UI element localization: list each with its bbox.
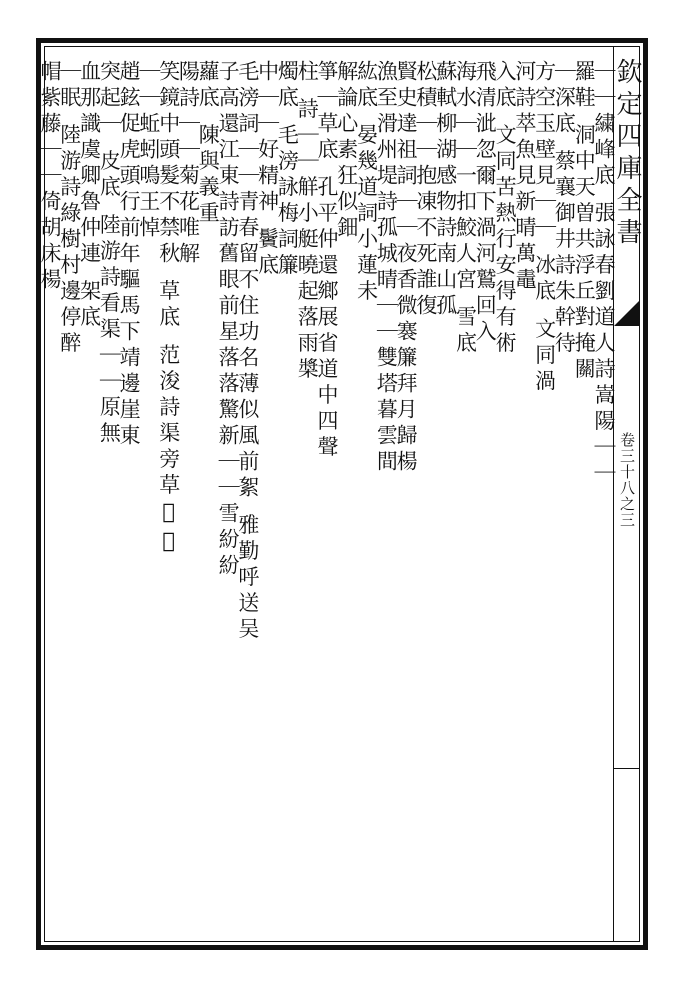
text-column: 松積｜｜抱凍不死誰復 bbox=[413, 60, 438, 320]
text-column: ｜｜繍峰底 張詠春劉道人詩嵩陽｜｜ bbox=[592, 60, 616, 488]
text-column: 燭底 毛滂詠梅詞簾 bbox=[275, 60, 300, 280]
text-column: 子高還江東詩訪舊眼前星落落驚新｜｜雪紛紛 bbox=[216, 60, 241, 580]
text-column: 笑鏡中頭髮不禁秋 草底 范浚詩渠旁草𧆍𧆍 bbox=[156, 60, 181, 558]
text-column: ｜｜蚯蚓鳴王悼 bbox=[136, 60, 161, 242]
text-column: 毛滂詞｜｜青春留不住功名薄似風前絮 雅勤呼送吴 bbox=[235, 60, 260, 644]
text-column: 蘇軾柳湖感物詩南山孤 bbox=[433, 60, 458, 320]
text-column: 帽紫藤｜｜倚胡床楊 bbox=[38, 60, 62, 294]
text-column: 海水｜｜一扣鮫人宮 雪底 bbox=[453, 60, 478, 358]
text-column: 中｜｜好精神 鬢底 bbox=[255, 60, 280, 280]
text-column: 陽詩｜｜菊花唯解 bbox=[176, 60, 201, 268]
text-column: ｜深底 蔡襄御井詩朱幹待 bbox=[552, 60, 577, 358]
text-column: 柱 詩｜｜觧小艇曉起落雨槳 bbox=[295, 60, 320, 384]
text-column: 趙鉉促虎頭行前年驅馬下靖邊崖東 bbox=[117, 60, 142, 450]
text-column: 箏｜草底 孔平仲還鄉展省道中四聲 bbox=[315, 60, 339, 462]
text-column: 血那識虞卿魯仲連 架底 bbox=[77, 60, 102, 332]
text-column: 解論心素狂似鈿 bbox=[334, 60, 359, 242]
text-column: 蘿底 陳與義重 bbox=[196, 60, 221, 228]
text-column: 羅鞋 洞中天曽共浮丘對掩關 bbox=[572, 60, 597, 384]
volume-label: 卷三十八之三 bbox=[618, 432, 636, 528]
text-column: 方空玉壁見｜｜ 冰底 文同渦 bbox=[532, 60, 557, 396]
text-column: ｜眠 陸游詩綠樹村邊停醉 bbox=[57, 60, 82, 358]
text-column: 紘底 晏幾道詞小蓮未 bbox=[354, 60, 379, 306]
text-column: 入底 文同苦熱行安得有術 bbox=[493, 60, 518, 358]
text-column: 河詩萃魚見新晴萬鼃 bbox=[512, 60, 537, 294]
text-column: 突起｜ 皮底 陸游詩看渠｜｜原無 bbox=[97, 60, 122, 448]
text-column: 飛清泚忽爾下渦河鷲回入 bbox=[473, 60, 498, 346]
book-title: 欽定四庫全書 bbox=[612, 58, 642, 250]
text-column: 賢史達祖詞｜｜夜香微褰簾拜月歸楊 bbox=[394, 60, 419, 476]
text-column: 漁至滑州堤詩孤城晴｜｜雙塔暮雲間 bbox=[374, 60, 399, 476]
